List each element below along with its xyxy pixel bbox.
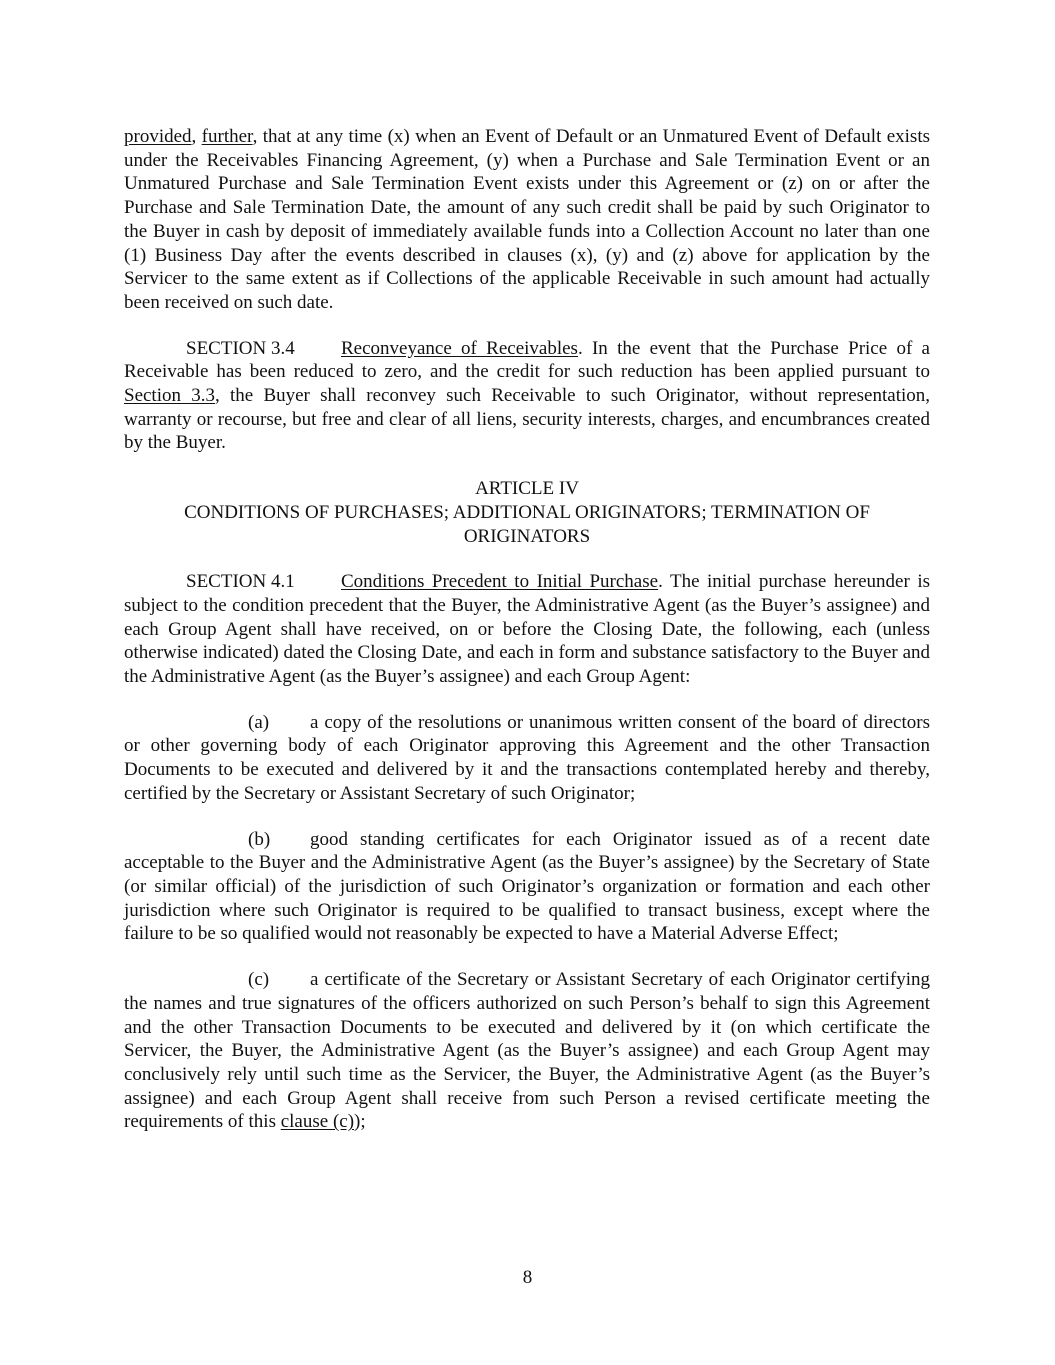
section-4-1-text: . The initial purchase hereunder is subject to the condition precedent that the Buyer, the Administrative Agent (as the Buyer’s assignee) and each Group Agent shall have received, on or before the Closing Date, the following, each (unless otherwise indicated) dated the Closing Date, and each in form and substance satisfactory to the Buyer and the Administrative Agent (as the Buyer’s assignee) and each Group Agent: [124, 571, 930, 688]
item-a-text: a copy of the resolutions or unanimous written consent of the board of directors or other governing body of each Originator approving this Agreement and the other Transaction Documents to be executed and delivered by it and the transactions contemplated hereby and thereby, certified by the Secretary or Assistant Secretary of such Originator; [124, 711, 930, 804]
section-3-3-reference: Section 3.3 [124, 385, 215, 407]
item-c-end: ); [354, 1111, 366, 1133]
article-number: ARTICLE IV [475, 478, 579, 500]
item-c [124, 968, 930, 1134]
item-a-label: (a) [248, 711, 270, 733]
section-3-4-text-2: , the Buyer shall reconvey such Receivable to such Originator, without representation, warranty or recourse, but free and clear of all liens, security interests, charges, and encumbrances created by the Buyer. [124, 385, 931, 454]
article-title: CONDITIONS OF PURCHASES; ADDITIONAL ORIGINATORS; TERMINATION OF ORIGINATORS [184, 501, 870, 547]
item-c-label: (c) [248, 969, 270, 991]
article-heading [124, 477, 930, 548]
paragraph-proviso [124, 125, 930, 315]
term-provided: provided [124, 126, 192, 147]
clause-c-reference: clause (c) [280, 1111, 355, 1133]
item-c-text: a certificate of the Secretary or Assistant Secretary of each Originator certifying the names and true signatures of the officers authorized on such Person’s behalf to sign this Agreement and the other Transaction Documents to be executed and delivered by it (on which certificate the Servicer, the Buyer, the Administrative Agent (as the Buyer’s assignee) and each Group Agent may conclusively rely until such time as the Servicer, the Buyer, the Administrative Agent (as the Buyer’s assignee) and each Group Agent shall receive from such Person a revised certificate meeting the requirements of this [124, 969, 930, 1133]
proviso-text: , that at any time (x) when an Event of Default or an Unmatured Event of Default exists under the Receivables Financing Agreement, (y) when a Purchase and Sale Termination Event or an Unmatured Purchase and Sale Termination Event exists under this Agreement or (z) on or after the Purchase and Sale Termination Date, the amount of any such credit shall be paid by such Originator to the Buyer in cash by deposit of immediately available funds into a Collection Account no later than one (1) Business Day after the events described in clauses (x), (y) and (z) above for application by the Servicer to the same extent as if Collections of the applicable Receivable in such amount had actually been received on such date. [124, 126, 930, 313]
item-b [124, 828, 930, 947]
term-further: further [201, 126, 253, 147]
document-page [124, 125, 930, 1134]
comma-separator: , [191, 126, 202, 147]
item-b-text: good standing certificates for each Originator issued as of a recent date acceptable to the Buyer and the Administrative Agent (as the Buyer’s assignee) by the Secretary of State (or similar official) of the jurisdiction of such Originator’s organization or formation and each other jurisdiction where such Originator is required to be qualified to transact business, except where the failure to be so qualified would not reasonably be expected to have a Material Adverse Effect; [124, 828, 930, 945]
item-b-label: (b) [248, 828, 271, 850]
section-4-1-heading: Conditions Precedent to Initial Purchase [341, 571, 659, 593]
section-3-4 [124, 337, 930, 456]
item-a [124, 711, 930, 806]
page-number: 8 [522, 1267, 533, 1288]
section-4-1 [124, 570, 930, 689]
section-4-1-number: SECTION 4.1 [186, 571, 295, 593]
section-3-4-heading: Reconveyance of Receivables [341, 337, 578, 359]
section-3-4-number: SECTION 3.4 [186, 337, 295, 359]
section-3-4-text-1: . In the event that the Purchase Price of a Receivable has been reduced to zero, and the credit for such reduction has been applied pursuant to [124, 337, 930, 383]
